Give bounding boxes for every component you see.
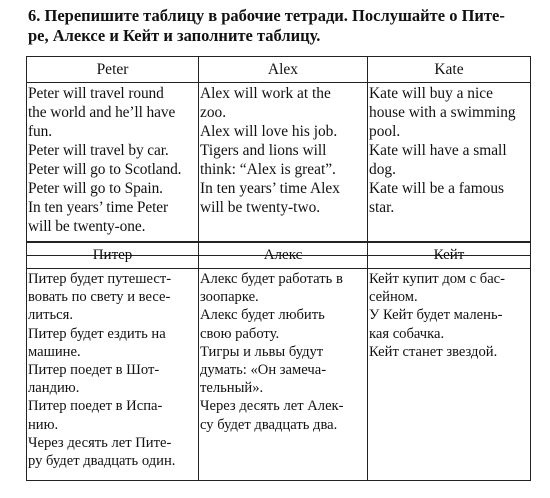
english-alex-cell [199, 83, 368, 256]
cell-text-line: pool. [369, 123, 401, 140]
cell-text-line: Kate will be a famous [369, 180, 505, 197]
cell-text-line: Peter will go to Scotland. [28, 161, 182, 178]
cell-text-line: think: “Alex is great”. [200, 161, 336, 178]
cell-text-line: кая собачка. [369, 325, 445, 342]
cell-text-line: свою работу. [200, 325, 280, 342]
english-table [26, 56, 531, 256]
cell-text-line: Питер поедет в Шот- [28, 362, 160, 379]
header-alex: Alex [199, 57, 368, 83]
cell-text-line: Через десять лет Алек- [200, 398, 344, 415]
cell-text-line: Алекс будет работать в [200, 271, 343, 287]
cell-text-line: сейном. [369, 289, 418, 306]
cell-text-line: the world and he’ll have [28, 104, 176, 121]
cell-text-line: су будет двадцать два. [200, 416, 338, 433]
russian-table [26, 241, 531, 481]
header-peter: Peter [27, 57, 199, 83]
cell-text-line: думать: «Он замеча- [200, 362, 327, 379]
cell-text-line: У Кейт будет малень- [369, 307, 503, 324]
cell-text-line: Alex will love his job. [200, 123, 338, 140]
cell-text-line: тельный». [200, 380, 264, 397]
cell-text-line: Кейт станет звездой. [369, 343, 498, 360]
cell-text-line: star. [369, 199, 395, 216]
cell-text-line: нию. [28, 416, 59, 433]
cell-text-line: zoo. [200, 104, 227, 121]
english-header-row [27, 57, 531, 83]
cell-text-line: Тигры и львы будут [200, 343, 324, 360]
cell-text-line: Alex will work at the [200, 85, 331, 102]
cell-text-line: Peter will travel by car. [28, 142, 169, 159]
russian-alex-cell [199, 269, 368, 481]
header-keit: Кейт [368, 242, 531, 269]
cell-text-line: Peter will travel round [28, 85, 164, 102]
cell-text-line: dog. [369, 161, 396, 178]
task-title-line-1: 6. Перепишите таблицу в рабочие тетради. Послушайте о Пите- [28, 6, 505, 25]
english-peter-cell [27, 83, 199, 256]
russian-header-row [27, 242, 531, 269]
cell-text-line: house with a swimming [369, 104, 516, 121]
english-body-row [27, 83, 531, 256]
english-kate-cell [368, 83, 531, 256]
header-aleks: Алекс [199, 242, 368, 269]
russian-body-row [27, 269, 531, 481]
cell-text-line: ру будет двадцать один. [28, 453, 176, 470]
header-piter: Питер [27, 242, 199, 269]
russian-peter-cell [27, 269, 199, 481]
russian-kate-cell [368, 269, 531, 481]
cell-text-line: Kate will have a small [369, 142, 507, 159]
cell-text-line: will be twenty-one. [28, 218, 146, 235]
cell-text-line: ландию. [28, 380, 80, 397]
cell-text-line: Tigers and lions will [200, 142, 327, 159]
cell-text-line: Через десять лет Пите- [28, 434, 172, 451]
cell-text-line: Peter will go to Spain. [28, 180, 163, 197]
cell-text-line: Питер будет ездить на [28, 325, 166, 342]
cell-text-line: In ten years’ time Peter [28, 199, 169, 216]
task-title-line-2: ре, Алексе и Кейт и заполните таблицу. [28, 26, 321, 45]
cell-text-line: вовать по свету и весе- [28, 289, 171, 306]
cell-text-line: In ten years’ time Alex [200, 180, 340, 197]
header-kate: Kate [368, 57, 531, 83]
cell-text-line: литься. [28, 307, 73, 324]
cell-text-line: зоопарке. [200, 289, 259, 306]
cell-text-line: Питер поедет в Испа- [28, 398, 163, 415]
cell-text-line: Kate will buy a nice [369, 85, 493, 102]
cell-text-line: Алекс будет любить [200, 307, 325, 324]
cell-text-line: Питер будет путешест- [28, 271, 172, 287]
cell-text-line: will be twenty-two. [200, 199, 321, 216]
cell-text-line: Кейт купит дом с бас- [369, 271, 506, 287]
task-title [28, 6, 543, 46]
cell-text-line: fun. [28, 123, 52, 140]
cell-text-line: машине. [28, 343, 81, 360]
